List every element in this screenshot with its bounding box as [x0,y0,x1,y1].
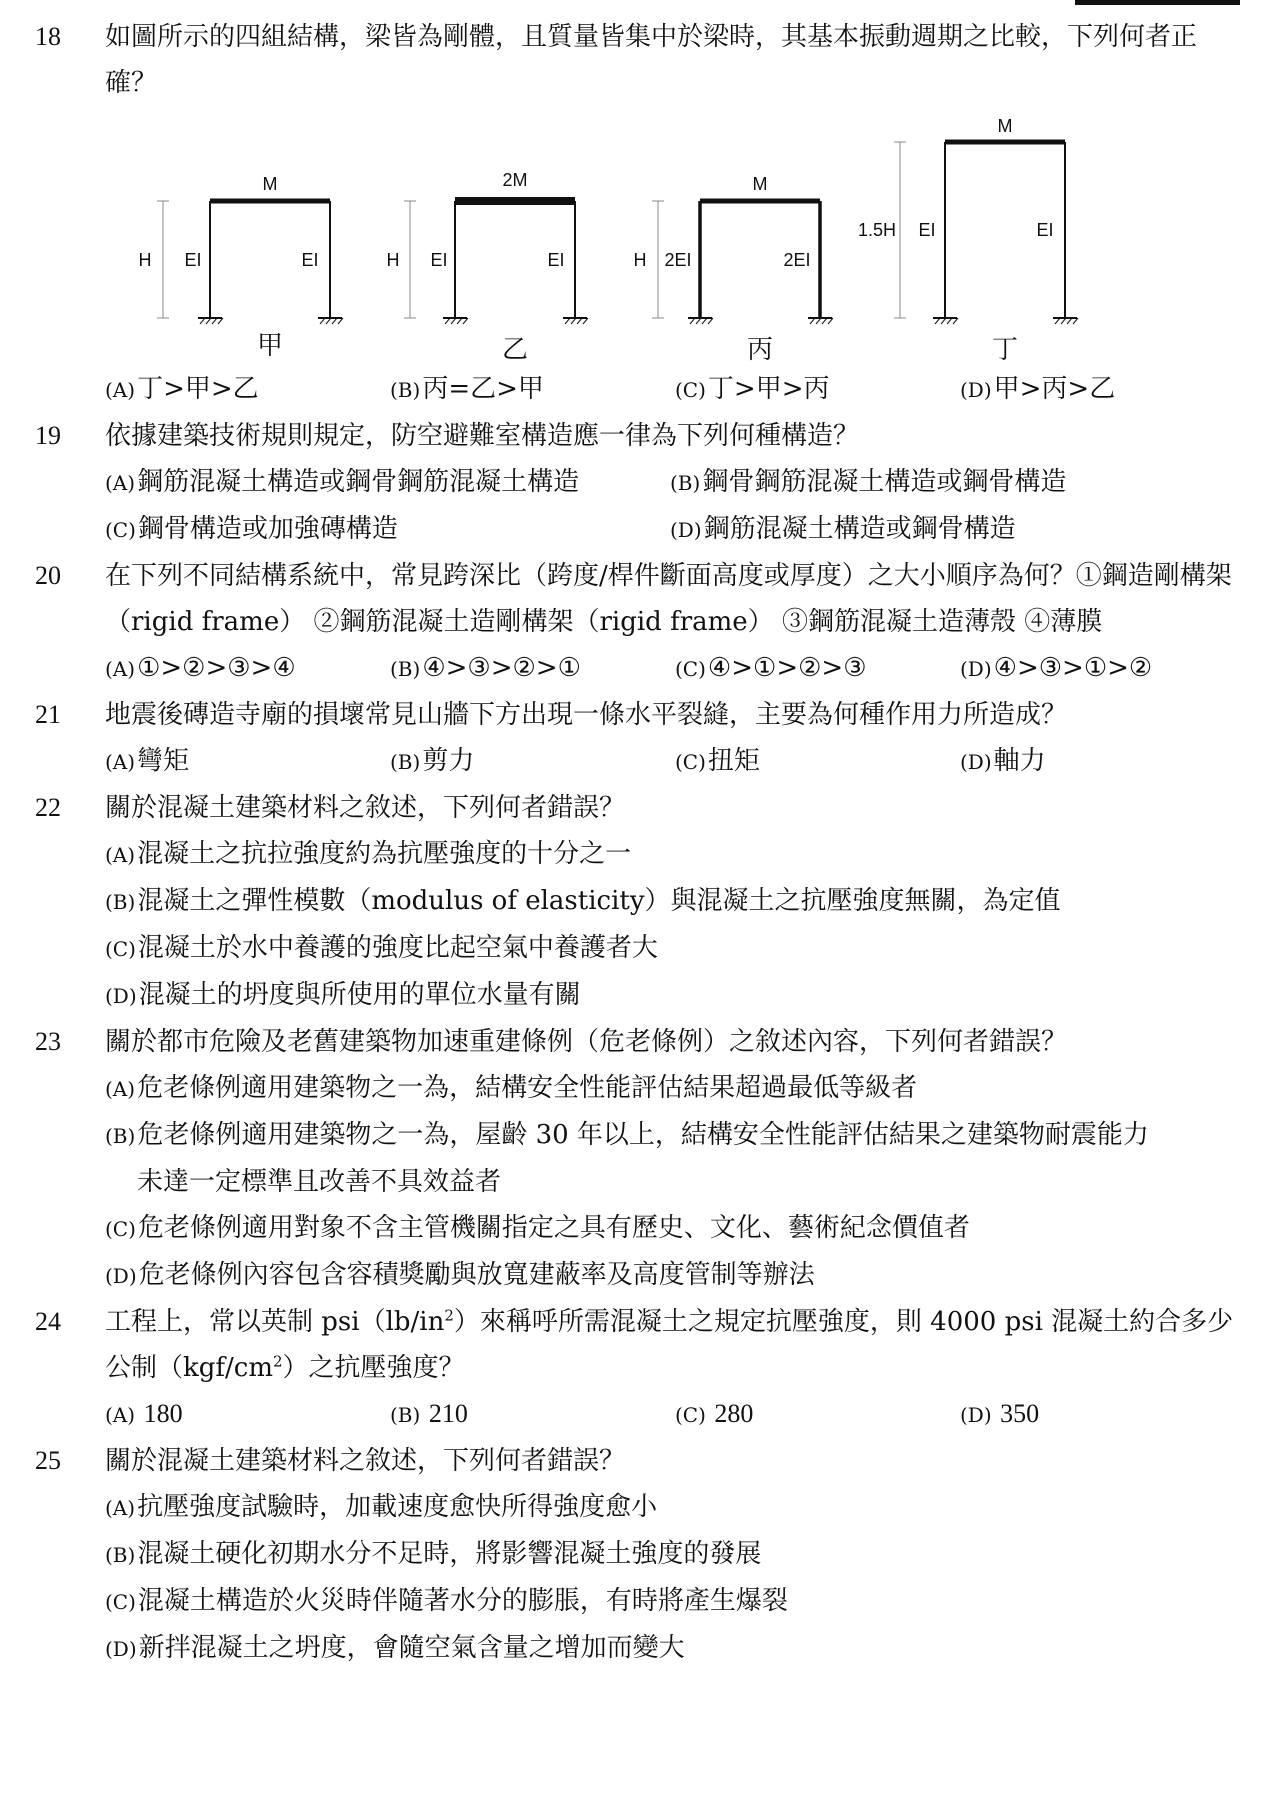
option-d[interactable]: (D)危老條例內容包含容積獎勵與放寬建蔽率及高度管制等辦法 [105,1260,815,1290]
frame-yi-left-stiffness: EI [430,250,448,270]
option-b-continuation: 未達一定標準且改善不具效益者 [137,1167,502,1197]
option-c[interactable]: (C)危老條例適用對象不含主管機關指定之具有歷史、文化、藝術紀念價值者 [105,1213,970,1243]
option-d[interactable]: (D)新拌混凝土之坍度，會隨空氣含量之增加而變大 [105,1633,685,1663]
question-text: 在下列不同結構系統中，常見跨深比（跨度/桿件斷面高度或厚度）之大小順序為何？①鋼造剛構架（rigid frame） ②鋼筋混凝土造剛構架（rigid frame） ③鋼筋混凝土造薄殼 ④薄膜 [105,561,1232,637]
frame-jia-left-stiffness: EI [184,250,202,270]
answer-options [105,645,1245,692]
option-a[interactable]: (A)鋼筋混凝土構造或鋼骨鋼筋混凝土構造 [105,467,580,497]
option-a[interactable]: (A)危老條例適用建築物之一為，結構安全性能評估結果超過最低等級者 [105,1073,918,1103]
exam-page [35,14,1245,1672]
frame-yi-caption: 乙 [501,335,529,365]
frame-yi-right-stiffness: EI [547,250,565,270]
option-d[interactable]: (D)軸力 [960,746,1046,776]
option-a[interactable]: (A)①>②>③>④ [105,653,296,683]
question-number: 24 [35,1307,61,1336]
frame-yi-mass: 2M [502,170,528,190]
question-21 [35,692,1245,785]
answer-options [105,1484,1245,1672]
frames-svg [105,106,1245,426]
frame-bing-caption: 丙 [746,335,774,365]
option-b[interactable]: (B)鋼骨鋼筋混凝土構造或鋼骨構造 [670,467,1067,497]
option-a[interactable]: (A)丁>甲>乙 [105,374,259,404]
option-b[interactable]: (B) 210 [390,1399,468,1428]
question-number: 22 [35,793,61,822]
question-number: 23 [35,1027,61,1056]
question-number: 20 [35,561,61,590]
option-a[interactable]: (A)混凝土之抗拉強度約為抗壓強度的十分之一 [105,839,632,869]
frame-ding-height: 1.5H [857,220,897,240]
question-20 [35,553,1245,692]
frame-yi-height: H [386,250,400,270]
option-a[interactable]: (A) 180 [105,1399,183,1428]
option-d[interactable]: (D) 350 [960,1399,1040,1428]
question-text: 工程上，常以英制 $psi(lb/in^2)$來稱呼所需混凝土之規定抗壓強度，則 4000 psi 混凝土約合多少公制$(kgf/cm^2)$之抗壓強度？ [105,1306,1234,1383]
question-text: 關於混凝土建築材料之敘述，下列何者錯誤？ [105,793,626,823]
question-24 [35,1299,1245,1438]
option-c[interactable]: (C)丁>甲>丙 [675,374,830,404]
option-c[interactable]: (C)混凝土於水中養護的強度比起空氣中養護者大 [105,933,658,963]
option-d[interactable]: (D)④>③>①>② [960,653,1153,683]
question-text: 依據建築技術規則規定，防空避難室構造應一律為下列何種構造？ [105,421,860,451]
frame-jia-mass: M [262,174,278,194]
option-b[interactable]: (B)剪力 [390,746,475,776]
option-b[interactable]: (B)混凝土硬化初期水分不足時，將影響混凝土強度的發展 [105,1539,762,1569]
question-text: 關於都市危險及老舊建築物加速重建條例（危老條例）之敘述內容，下列何者錯誤？ [105,1027,1068,1057]
frame-bing-height: H [633,250,647,270]
question-25 [35,1438,1245,1672]
question-number: 25 [35,1446,61,1475]
question-23 [35,1019,1245,1299]
question-number: 18 [35,22,61,51]
question-text: 關於混凝土建築材料之敘述，下列何者錯誤？ [105,1446,626,1476]
option-d[interactable]: (D)混凝土的坍度與所使用的單位水量有關 [105,980,581,1010]
option-d[interactable]: (D)鋼筋混凝土構造或鋼骨構造 [670,514,1016,544]
frame-bing-left-stiffness: 2EI [664,250,692,270]
option-b[interactable]: (B)丙=乙>甲 [390,374,544,404]
answer-options [105,1065,1245,1299]
answer-options [105,738,1245,785]
option-c[interactable]: (C) 280 [675,1399,754,1428]
frame-ding-right-stiffness: EI [1036,220,1054,240]
frame-ding-mass: M [997,116,1013,136]
question-19 [35,413,1245,553]
option-c[interactable]: (C)混凝土構造於火災時伴隨著水分的膨脹，有時將產生爆裂 [105,1586,788,1616]
option-c[interactable]: (C)扭矩 [675,746,760,776]
question-number: 21 [35,700,61,729]
top-rule [1075,0,1240,5]
frame-ding-left-stiffness: EI [918,220,936,240]
option-a[interactable]: (A)抗壓強度試驗時，加載速度愈快所得強度愈小 [105,1492,658,1522]
frame-jia-right-stiffness: EI [301,250,319,270]
frame-bing-mass: M [752,174,768,194]
answer-options [105,831,1245,1019]
frame-jia-height: H [138,250,152,270]
option-a[interactable]: (A)彎矩 [105,746,190,776]
option-c[interactable]: (C)④>①>②>③ [675,653,867,683]
option-c[interactable]: (C)鋼骨構造或加強磚構造 [105,514,398,544]
question-text: 地震後磚造寺廟的損壞常見山牆下方出現一條水平裂縫，主要為何種作用力所造成？ [105,700,1068,730]
question-number: 19 [35,421,61,450]
frame-bing-right-stiffness: 2EI [783,250,811,270]
option-b[interactable]: (B)危老條例適用建築物之一為，屋齡 30 年以上，結構安全性能評估結果之建築物耐震能力 未達一定標準且改善不具效益者 [105,1112,1245,1205]
question-text: 如圖所示的四組結構，梁皆為剛體，且質量皆集中於梁時，其基本振動週期之比較，下列何者正確？ [105,22,1198,98]
question-22 [35,785,1245,1019]
question-18 [35,14,1245,413]
frame-ding-caption: 丁 [991,335,1019,365]
option-d[interactable]: (D)甲>丙>乙 [960,374,1116,404]
frame-jia-caption: 甲 [256,331,284,361]
frame-diagram [105,106,1245,426]
option-b[interactable]: (B)混凝土之彈性模數（modulus of elasticity）與混凝土之抗壓強度無關，為定值 [105,886,1061,916]
answer-options [105,459,1245,553]
option-b[interactable]: (B)④>③>②>① [390,653,581,683]
answer-options [105,1391,1245,1438]
